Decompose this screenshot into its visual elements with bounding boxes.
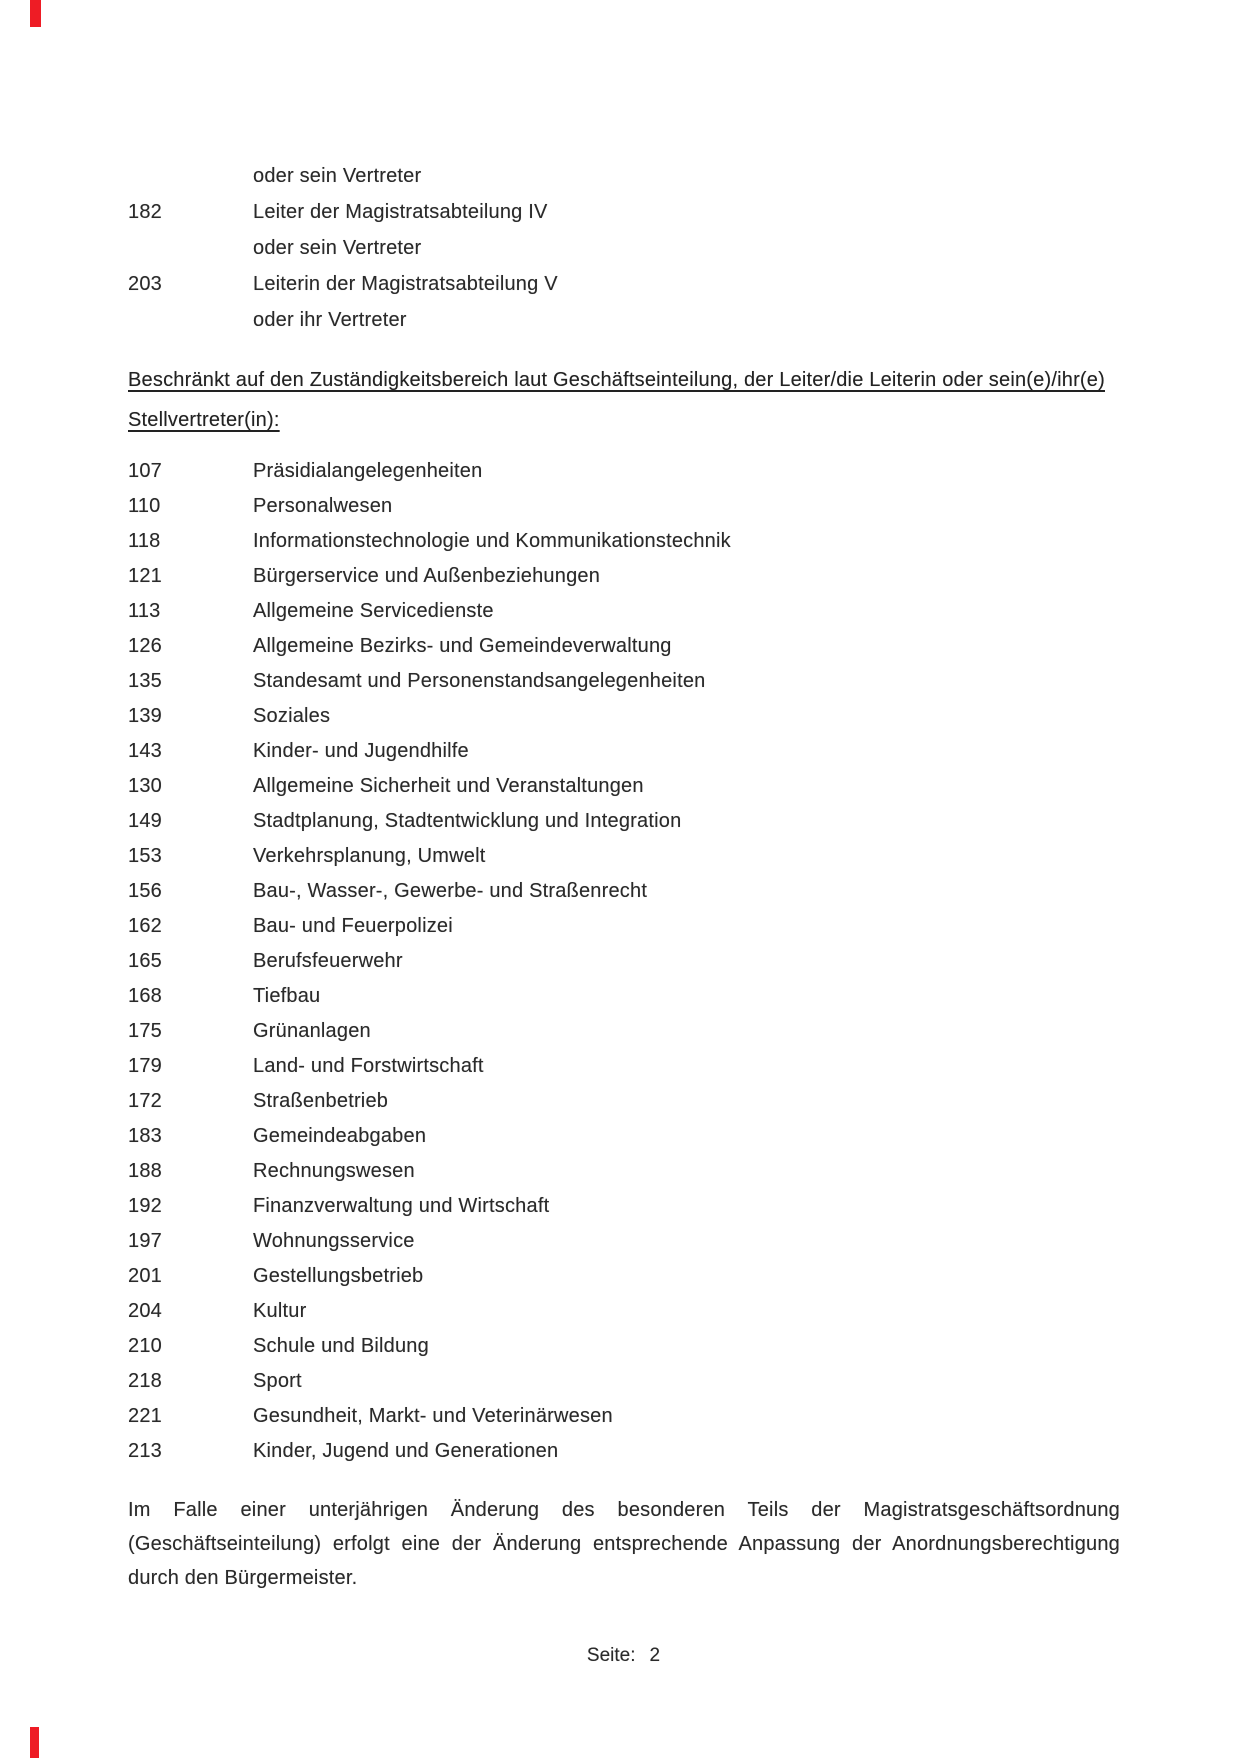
department-label: Gemeindeabgaben bbox=[253, 1125, 427, 1147]
restriction-heading bbox=[128, 360, 1120, 440]
department-number: 172 bbox=[128, 1090, 162, 1112]
department-number: 188 bbox=[128, 1160, 162, 1182]
department-number: 204 bbox=[128, 1300, 162, 1322]
list-row bbox=[128, 1434, 1120, 1469]
list-row bbox=[128, 909, 1120, 944]
list-row bbox=[128, 559, 1120, 594]
list-row bbox=[128, 1364, 1120, 1399]
department-label: Finanzverwaltung und Wirtschaft bbox=[253, 1195, 550, 1217]
department-label: Kinder, Jugend und Generationen bbox=[253, 1440, 559, 1462]
list-row bbox=[128, 1049, 1120, 1084]
department-number: 197 bbox=[128, 1230, 162, 1252]
department-label: Allgemeine Sicherheit und Veranstaltungen bbox=[253, 775, 644, 797]
department-label: Stadtplanung, Stadtentwicklung und Integration bbox=[253, 810, 682, 832]
list-row bbox=[128, 699, 1120, 734]
department-label: Leiterin der Magistratsabteilung V bbox=[253, 273, 558, 295]
department-list bbox=[128, 454, 1120, 1469]
department-number: 130 bbox=[128, 775, 162, 797]
department-label: Allgemeine Servicedienste bbox=[253, 600, 494, 622]
department-label: Bürgerservice und Außenbeziehungen bbox=[253, 565, 601, 587]
list-row bbox=[128, 944, 1120, 979]
footer-page-label: Seite: bbox=[586, 1645, 636, 1666]
list-row bbox=[128, 194, 1120, 230]
department-label: Sport bbox=[253, 1370, 302, 1392]
department-number: 107 bbox=[128, 460, 162, 482]
department-label: Land- und Forstwirtschaft bbox=[253, 1055, 484, 1077]
list-row bbox=[128, 874, 1120, 909]
list-row bbox=[128, 979, 1120, 1014]
list-row bbox=[128, 769, 1120, 804]
department-number: 156 bbox=[128, 880, 162, 902]
department-label: Verkehrsplanung, Umwelt bbox=[253, 845, 486, 867]
list-row bbox=[128, 594, 1120, 629]
list-row bbox=[128, 1224, 1120, 1259]
department-label: Berufsfeuerwehr bbox=[253, 950, 403, 972]
department-number: 221 bbox=[128, 1405, 162, 1427]
department-label: oder sein Vertreter bbox=[253, 165, 422, 187]
department-label: oder sein Vertreter bbox=[253, 237, 422, 259]
department-number bbox=[128, 158, 253, 194]
department-label: Präsidialangelegenheiten bbox=[253, 460, 483, 482]
department-label: oder ihr Vertreter bbox=[253, 309, 407, 331]
list-row bbox=[128, 1119, 1120, 1154]
list-row bbox=[128, 664, 1120, 699]
department-number: 135 bbox=[128, 670, 162, 692]
list-row bbox=[128, 1154, 1120, 1189]
department-label: Standesamt und Personenstandsangelegenheiten bbox=[253, 670, 706, 692]
list-row bbox=[128, 266, 1120, 302]
department-number: 121 bbox=[128, 565, 162, 587]
department-number: 218 bbox=[128, 1370, 162, 1392]
list-row bbox=[128, 1084, 1120, 1119]
list-row bbox=[128, 1014, 1120, 1049]
page-footer bbox=[0, 1645, 1247, 1667]
list-row bbox=[128, 524, 1120, 559]
closing-paragraph: Im Falle einer unterjährigen Änderung des besonderen Teils der Magistratsgeschäftsordnung (Geschäftseinteilung) erfolgt eine der Änderung entsprechende Anpassung der Anordnungsberechtigung durch den Bürgermeister. bbox=[128, 1499, 1120, 1589]
department-number: 153 bbox=[128, 845, 162, 867]
footer-page-number: 2 bbox=[649, 1645, 661, 1666]
department-number: 113 bbox=[128, 600, 161, 622]
department-number: 149 bbox=[128, 810, 162, 832]
department-number: 203 bbox=[128, 273, 162, 295]
department-number: 162 bbox=[128, 915, 162, 937]
list-row bbox=[128, 1189, 1120, 1224]
department-label: Soziales bbox=[253, 705, 331, 727]
department-label: Bau- und Feuerpolizei bbox=[253, 915, 453, 937]
list-row bbox=[128, 1329, 1120, 1364]
department-number: 165 bbox=[128, 950, 162, 972]
list-row bbox=[128, 454, 1120, 489]
list-row bbox=[128, 1259, 1120, 1294]
department-number: 139 bbox=[128, 705, 162, 727]
department-label: Straßenbetrieb bbox=[253, 1090, 389, 1112]
department-label: Schule und Bildung bbox=[253, 1335, 429, 1357]
department-number: 182 bbox=[128, 201, 162, 223]
department-number: 168 bbox=[128, 985, 162, 1007]
department-number: 183 bbox=[128, 1125, 162, 1147]
department-label: Kultur bbox=[253, 1300, 307, 1322]
page-content bbox=[128, 158, 1120, 1595]
list-row bbox=[128, 839, 1120, 874]
scan-artifact-top-mark bbox=[30, 0, 41, 27]
list-row bbox=[128, 804, 1120, 839]
department-label: Allgemeine Bezirks- und Gemeindeverwaltung bbox=[253, 635, 672, 657]
restriction-heading-line2: Stellvertreter(in): bbox=[128, 409, 280, 431]
signatories-continuation-list bbox=[128, 158, 1120, 338]
department-number bbox=[128, 230, 253, 266]
department-number: 118 bbox=[128, 530, 161, 552]
department-label: Grünanlagen bbox=[253, 1020, 371, 1042]
department-label: Rechnungswesen bbox=[253, 1160, 415, 1182]
department-number: 126 bbox=[128, 635, 162, 657]
department-label: Bau-, Wasser-, Gewerbe- und Straßenrecht bbox=[253, 880, 648, 902]
department-number: 175 bbox=[128, 1020, 162, 1042]
list-row bbox=[128, 1294, 1120, 1329]
department-label: Kinder- und Jugendhilfe bbox=[253, 740, 469, 762]
department-number bbox=[128, 302, 253, 338]
department-number: 213 bbox=[128, 1440, 162, 1462]
list-row bbox=[128, 489, 1120, 524]
department-label: Wohnungsservice bbox=[253, 1230, 415, 1252]
list-row bbox=[128, 230, 1120, 266]
list-row bbox=[128, 1399, 1120, 1434]
list-row bbox=[128, 734, 1120, 769]
department-label: Informationstechnologie und Kommunikationstechnik bbox=[253, 530, 731, 552]
department-number: 210 bbox=[128, 1335, 162, 1357]
department-number: 143 bbox=[128, 740, 162, 762]
department-number: 110 bbox=[128, 495, 161, 517]
department-label: Tiefbau bbox=[253, 985, 321, 1007]
department-label: Personalwesen bbox=[253, 495, 393, 517]
department-number: 201 bbox=[128, 1265, 162, 1287]
scan-artifact-bottom-mark bbox=[30, 1727, 39, 1758]
list-row bbox=[128, 629, 1120, 664]
list-row bbox=[128, 302, 1120, 338]
department-number: 192 bbox=[128, 1195, 162, 1217]
department-label: Gesundheit, Markt- und Veterinärwesen bbox=[253, 1405, 613, 1427]
restriction-heading-line1: Beschränkt auf den Zuständigkeitsbereich laut Geschäftseinteilung, der Leiter/die Leiterin oder sein(e)/ihr(e) bbox=[128, 369, 1105, 391]
department-label: Leiter der Magistratsabteilung IV bbox=[253, 201, 548, 223]
department-label: Gestellungsbetrieb bbox=[253, 1265, 424, 1287]
department-number: 179 bbox=[128, 1055, 162, 1077]
list-row bbox=[128, 158, 1120, 194]
